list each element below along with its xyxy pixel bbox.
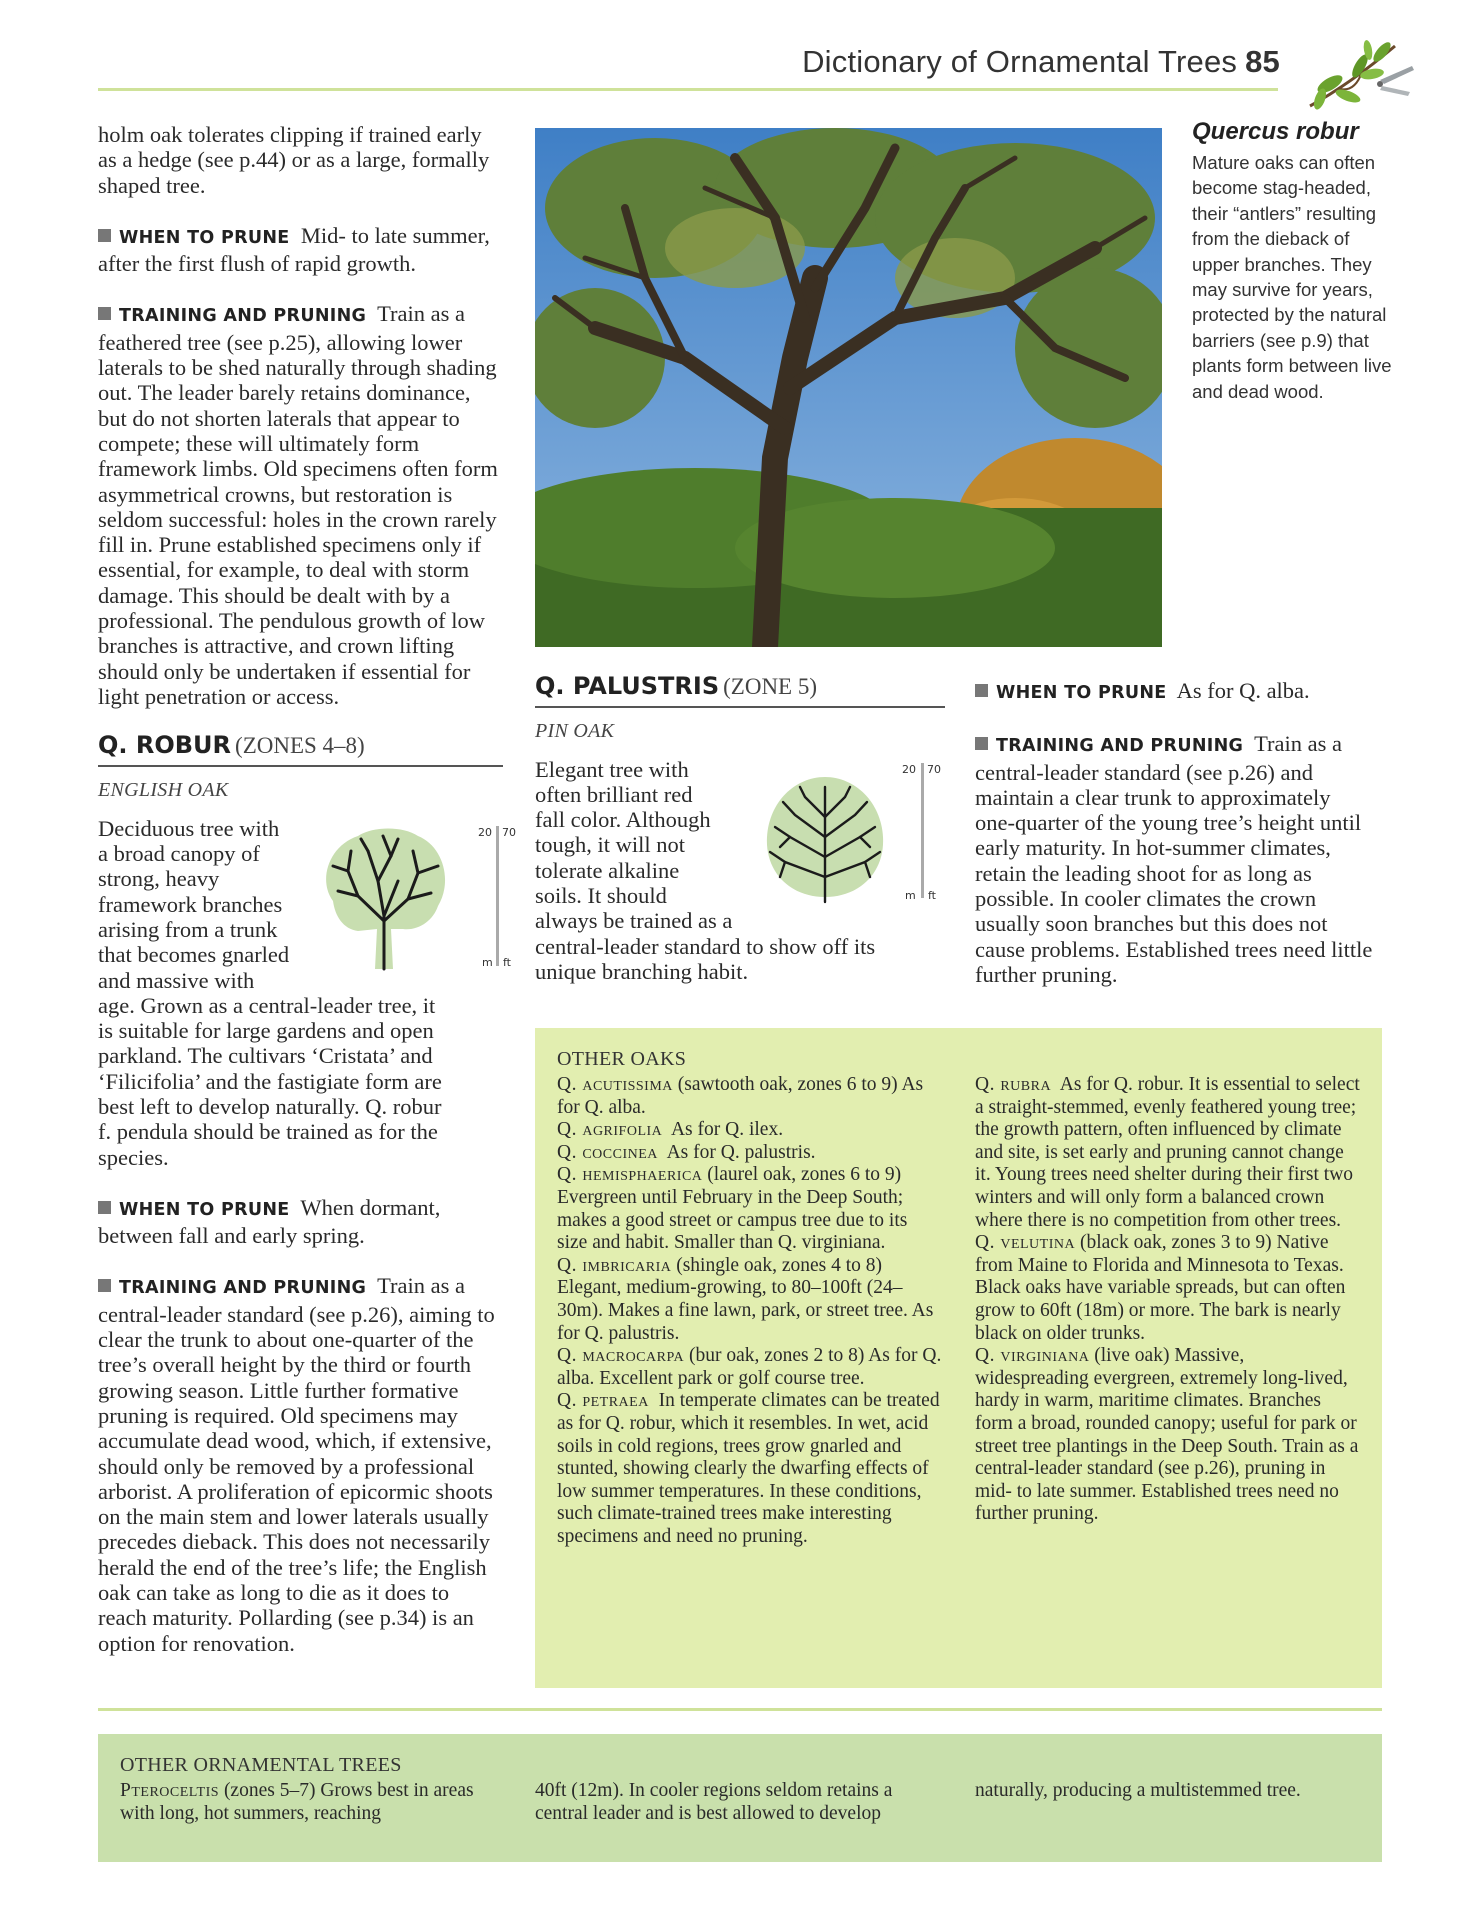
oak-entry-name: Q. velutina xyxy=(975,1232,1076,1254)
robur-scale-ft-value: 70 xyxy=(502,825,516,839)
robur-training xyxy=(98,1273,503,1655)
oak-entry xyxy=(975,1232,1360,1345)
oak-entry-text: (sawtooth oak, zones 6 to 9) As for Q. alba. xyxy=(557,1074,924,1118)
when-to-prune-label: WHEN TO PRUNE xyxy=(996,683,1167,703)
robur-when-to-prune xyxy=(98,1195,503,1249)
oak-entry-text: As for Q. ilex. xyxy=(670,1119,784,1141)
oak-entry-name: Q. coccinea xyxy=(557,1141,658,1163)
palustris-zone: (ZONE 5) xyxy=(723,674,818,699)
other-oaks-right-column xyxy=(975,1074,1360,1526)
other-trees-heading: OTHER ORNAMENTAL TREES xyxy=(120,1754,402,1776)
oak-entry-text: (laurel oak, zones 6 to 9) Evergreen until February in the Deep South; makes a good street or campus tree due to its size and habit. Smaller than Q. virginiana. xyxy=(557,1164,908,1254)
column-left xyxy=(98,122,516,1656)
other-trees-col2: 40ft (12m). In cooler regions seldom retains a central leader and is best allowed to develop xyxy=(535,1780,893,1824)
training-label: TRAINING AND PRUNING xyxy=(996,736,1244,757)
oak-entry-text: As for Q. palustris. xyxy=(666,1141,816,1163)
oak-entry-text: As for Q. robur. It is essential to select a straight-stemmed, evenly feathered young tree; the growth pattern, often influenced by climate and site, is set early and pruning cannot change it. Young trees need shelter during their first two winters and will only form a balanced crown where there is no competition from other trees. xyxy=(975,1074,1360,1231)
robur-heading xyxy=(98,731,503,767)
pteroceltis-name: Pteroceltis xyxy=(120,1780,220,1801)
palustris-title: Q. PALUSTRIS xyxy=(535,672,720,700)
photo-caption xyxy=(1192,118,1392,404)
oak-entry-name: Q. petraea xyxy=(557,1390,649,1412)
palustris-scale-ft-value: 70 xyxy=(927,762,941,776)
training-label: TRAINING AND PRUNING xyxy=(119,306,367,327)
oak-entry-name: Q. macrocarpa xyxy=(557,1345,685,1367)
robur-scale-bar xyxy=(496,826,499,966)
header-title: Dictionary of Ornamental Trees xyxy=(802,44,1238,79)
square-bullet-icon xyxy=(975,684,988,697)
robur-title: Q. ROBUR xyxy=(98,731,232,760)
palustris-desc-line: always be trained as a xyxy=(535,908,733,934)
other-oaks-left-column xyxy=(557,1074,942,1548)
palustris-common-name: PIN OAK xyxy=(535,719,615,742)
pin-oak-silhouette-icon xyxy=(755,767,895,907)
palustris-rule xyxy=(535,706,945,708)
palustris-description xyxy=(535,757,945,934)
when-to-prune-label: WHEN TO PRUNE xyxy=(119,1199,290,1220)
bottom-rule xyxy=(98,1708,1382,1711)
robur-desc-line: strong, heavy xyxy=(98,866,220,892)
training-text: Train as a central-leader standard (see p.26) and maintain a clear trunk to approximately one-quarter of the young tree’s height until early maturity. In hot-summer climates, retain the leading shoot for as long as possible. In cooler climates the crown usually soon branches but this does not cause problems. Established trees need little further pruning. xyxy=(975,731,1373,987)
palustris-desc-line: tolerate alkaline xyxy=(535,857,680,883)
robur-desc-line: and massive with xyxy=(98,967,255,993)
holm-oak-intro: holm oak tolerates clipping if trained early as a hedge (see p.44) or as a large, formally shaped tree. xyxy=(98,122,490,198)
caption-title: Quercus robur xyxy=(1192,118,1359,145)
when-to-prune-label: WHEN TO PRUNE xyxy=(119,227,290,248)
square-bullet-icon xyxy=(98,1279,111,1292)
oak-entry-text: (live oak) Massive, widespreading evergreen, extremely long-lived, hardy in warm, maritime climates. Branches form a broad, rounded canopy; useful for park or street tree plantings in the Deep South. Train as a central-leader standard (see p.26), pruning in mid- to late summer. Established trees need no further pruning. xyxy=(975,1345,1359,1525)
page-number: 85 xyxy=(1245,44,1280,79)
column-right xyxy=(975,678,1375,987)
oak-entry-text: (bur oak, zones 2 to 8) As for Q. alba. Excellent park or golf course tree. xyxy=(557,1345,942,1389)
robur-description xyxy=(98,815,516,993)
square-bullet-icon xyxy=(98,229,111,242)
when-to-prune-text: When dormant, between fall and early spring. xyxy=(98,1194,441,1249)
oak-entry-text: (black oak, zones 3 to 9) Native from Maine to Florida and Minnesota to Texas. Black oaks have variable spreads, but can often grow to 60ft (18m) or more. The bark is nearly black on older trunks. xyxy=(975,1232,1346,1344)
oak-entry-name: Q. hemisphaerica xyxy=(557,1164,703,1186)
oak-entry xyxy=(557,1119,942,1142)
palustris-desc-line: fall color. Although xyxy=(535,807,711,833)
oak-entry-text: In temperate climates can be treated as for Q. robur, which it resembles. In wet, acid soils in cold regions, trees grow gnarled and stunted, showing clearly the dwarfing effects of low summer temperatures. In these conditions, such climate-trained trees make interesting specimens and need no pruning. xyxy=(557,1390,940,1547)
palustris-scale-ft-label: ft xyxy=(928,888,936,902)
robur-scale-m-label: m xyxy=(482,955,493,969)
palustris-training xyxy=(975,731,1375,987)
holm-oak-when-to-prune xyxy=(98,223,503,277)
other-trees-col3: naturally, producing a multistemmed tree. xyxy=(975,1780,1301,1801)
leafy-sprig-with-pruning-shears-icon xyxy=(1300,34,1420,114)
oak-entry-name: Q. rubra xyxy=(975,1074,1052,1095)
square-bullet-icon xyxy=(98,1201,111,1214)
square-bullet-icon xyxy=(975,737,988,750)
oak-entry xyxy=(557,1164,942,1254)
holm-oak-training xyxy=(98,301,503,709)
oak-entry xyxy=(557,1255,942,1345)
oak-entry xyxy=(557,1390,942,1548)
when-to-prune-text: As for Q. alba. xyxy=(1176,678,1310,703)
robur-desc-line: framework branches xyxy=(98,891,283,917)
robur-common-name: ENGLISH OAK xyxy=(98,778,229,801)
robur-scale-m-value: 20 xyxy=(478,825,492,839)
training-text: Train as a central-leader standard (see p.26), aiming to clear the trunk to about one-quarter of the tree’s overall height by the third or fourth growing season. Little further formative pruning is required. Old specimens may accumulate dead wood, which, if extensive, should only be removed by a professional arborist. A proliferation of epicormic shoots on the main stem and lower laterals usually precedes dieback. This does not necessarily herald the end of the tree’s life; the English oak can take as long to die as it does to reach maturity. Pollarding (see p.34) is an option for renovation. xyxy=(98,1273,495,1656)
robur-desc-line: that becomes gnarled xyxy=(98,942,290,968)
palustris-scale-m-value: 20 xyxy=(902,762,916,776)
palustris-scale-m-label: m xyxy=(905,888,916,902)
column-middle xyxy=(535,672,945,984)
palustris-when-to-prune xyxy=(975,678,1375,706)
oak-tree-photo xyxy=(535,128,1162,647)
robur-desc-line: a broad canopy of xyxy=(98,841,260,867)
oak-entry xyxy=(557,1345,942,1390)
other-oaks-heading: OTHER OAKS xyxy=(557,1048,687,1070)
training-text: Train as a feathered tree (see p.25), allowing lower laterals to be shed naturally through shading out. The leader barely retains dominance, but do not shorten laterals that appear to compete; these will ultimately form framework limbs. Old specimens often form asymmetrical crowns, but restoration is seldom successful: holes in the crown rarely fill in. Prune established specimens only if essential, for example, to deal with storm damage. This should be dealt with by a professional. The pendulous growth of low branches is attractive, and crown lifting should only be undertaken if essential for light penetration or access. xyxy=(98,301,498,709)
running-header xyxy=(720,44,1280,80)
robur-desc-rest: age. Grown as a central-leader tree, it is suitable for large gardens and open parkland. The cultivars ‘Cristata’ and ‘Filicifolia’ and the fastigiate form are best left to develop naturally. Q. robur f. pendula should be trained as for the species. xyxy=(98,992,442,1170)
square-bullet-icon xyxy=(98,307,111,320)
palustris-desc-rest: central-leader standard to show off its unique branching habit. xyxy=(535,933,876,984)
header-rule xyxy=(98,88,1278,91)
when-to-prune-text: Mid- to late summer, after the first flush of rapid growth. xyxy=(98,222,490,277)
other-oaks-box xyxy=(535,1028,1382,1688)
training-label: TRAINING AND PRUNING xyxy=(119,1278,367,1299)
oak-entry xyxy=(975,1345,1360,1526)
oak-entry xyxy=(557,1074,942,1119)
oak-entry xyxy=(557,1142,942,1165)
palustris-desc-line: often brilliant red xyxy=(535,781,693,807)
oak-entry-text: (shingle oak, zones 4 to 8) Elegant, medium-growing, to 80–100ft (24–30m). Makes a fine lawn, park, or street tree. As for Q. palustris. xyxy=(557,1254,934,1344)
palustris-desc-line: tough, it will not xyxy=(535,832,686,858)
robur-zone: (ZONES 4–8) xyxy=(235,733,365,759)
robur-desc-line: arising from a trunk xyxy=(98,916,278,942)
palustris-heading xyxy=(535,672,945,708)
pteroceltis-text-1: (zones 5–7) Grows best in areas with long, hot summers, reaching xyxy=(120,1780,474,1824)
robur-scale-ft-label: ft xyxy=(503,955,511,969)
palustris-desc-line: Elegant tree with xyxy=(535,756,689,782)
palustris-desc-line: soils. It should xyxy=(535,882,667,908)
robur-rule xyxy=(98,765,503,767)
english-oak-silhouette-icon xyxy=(313,821,453,971)
robur-desc-line: Deciduous tree with xyxy=(98,815,280,841)
caption-text: Mature oaks can often become stag-headed, their “antlers” resulting from the dieback of upper branches. They may survive for years, protected by the natural barriers (see p.9) that plants form between live and dead wood. xyxy=(1192,152,1392,402)
oak-entry-name: Q. imbricaria xyxy=(557,1254,672,1276)
other-ornamental-trees-box xyxy=(98,1734,1382,1862)
oak-entry-name: Q. virginiana xyxy=(975,1345,1090,1367)
other-trees-col1 xyxy=(120,1780,510,1825)
oak-entry xyxy=(975,1074,1360,1232)
palustris-scale-bar xyxy=(921,763,924,898)
oak-entry-name: Q. agrifolia xyxy=(557,1119,663,1141)
oak-entry-name: Q. acutissima xyxy=(557,1074,673,1095)
